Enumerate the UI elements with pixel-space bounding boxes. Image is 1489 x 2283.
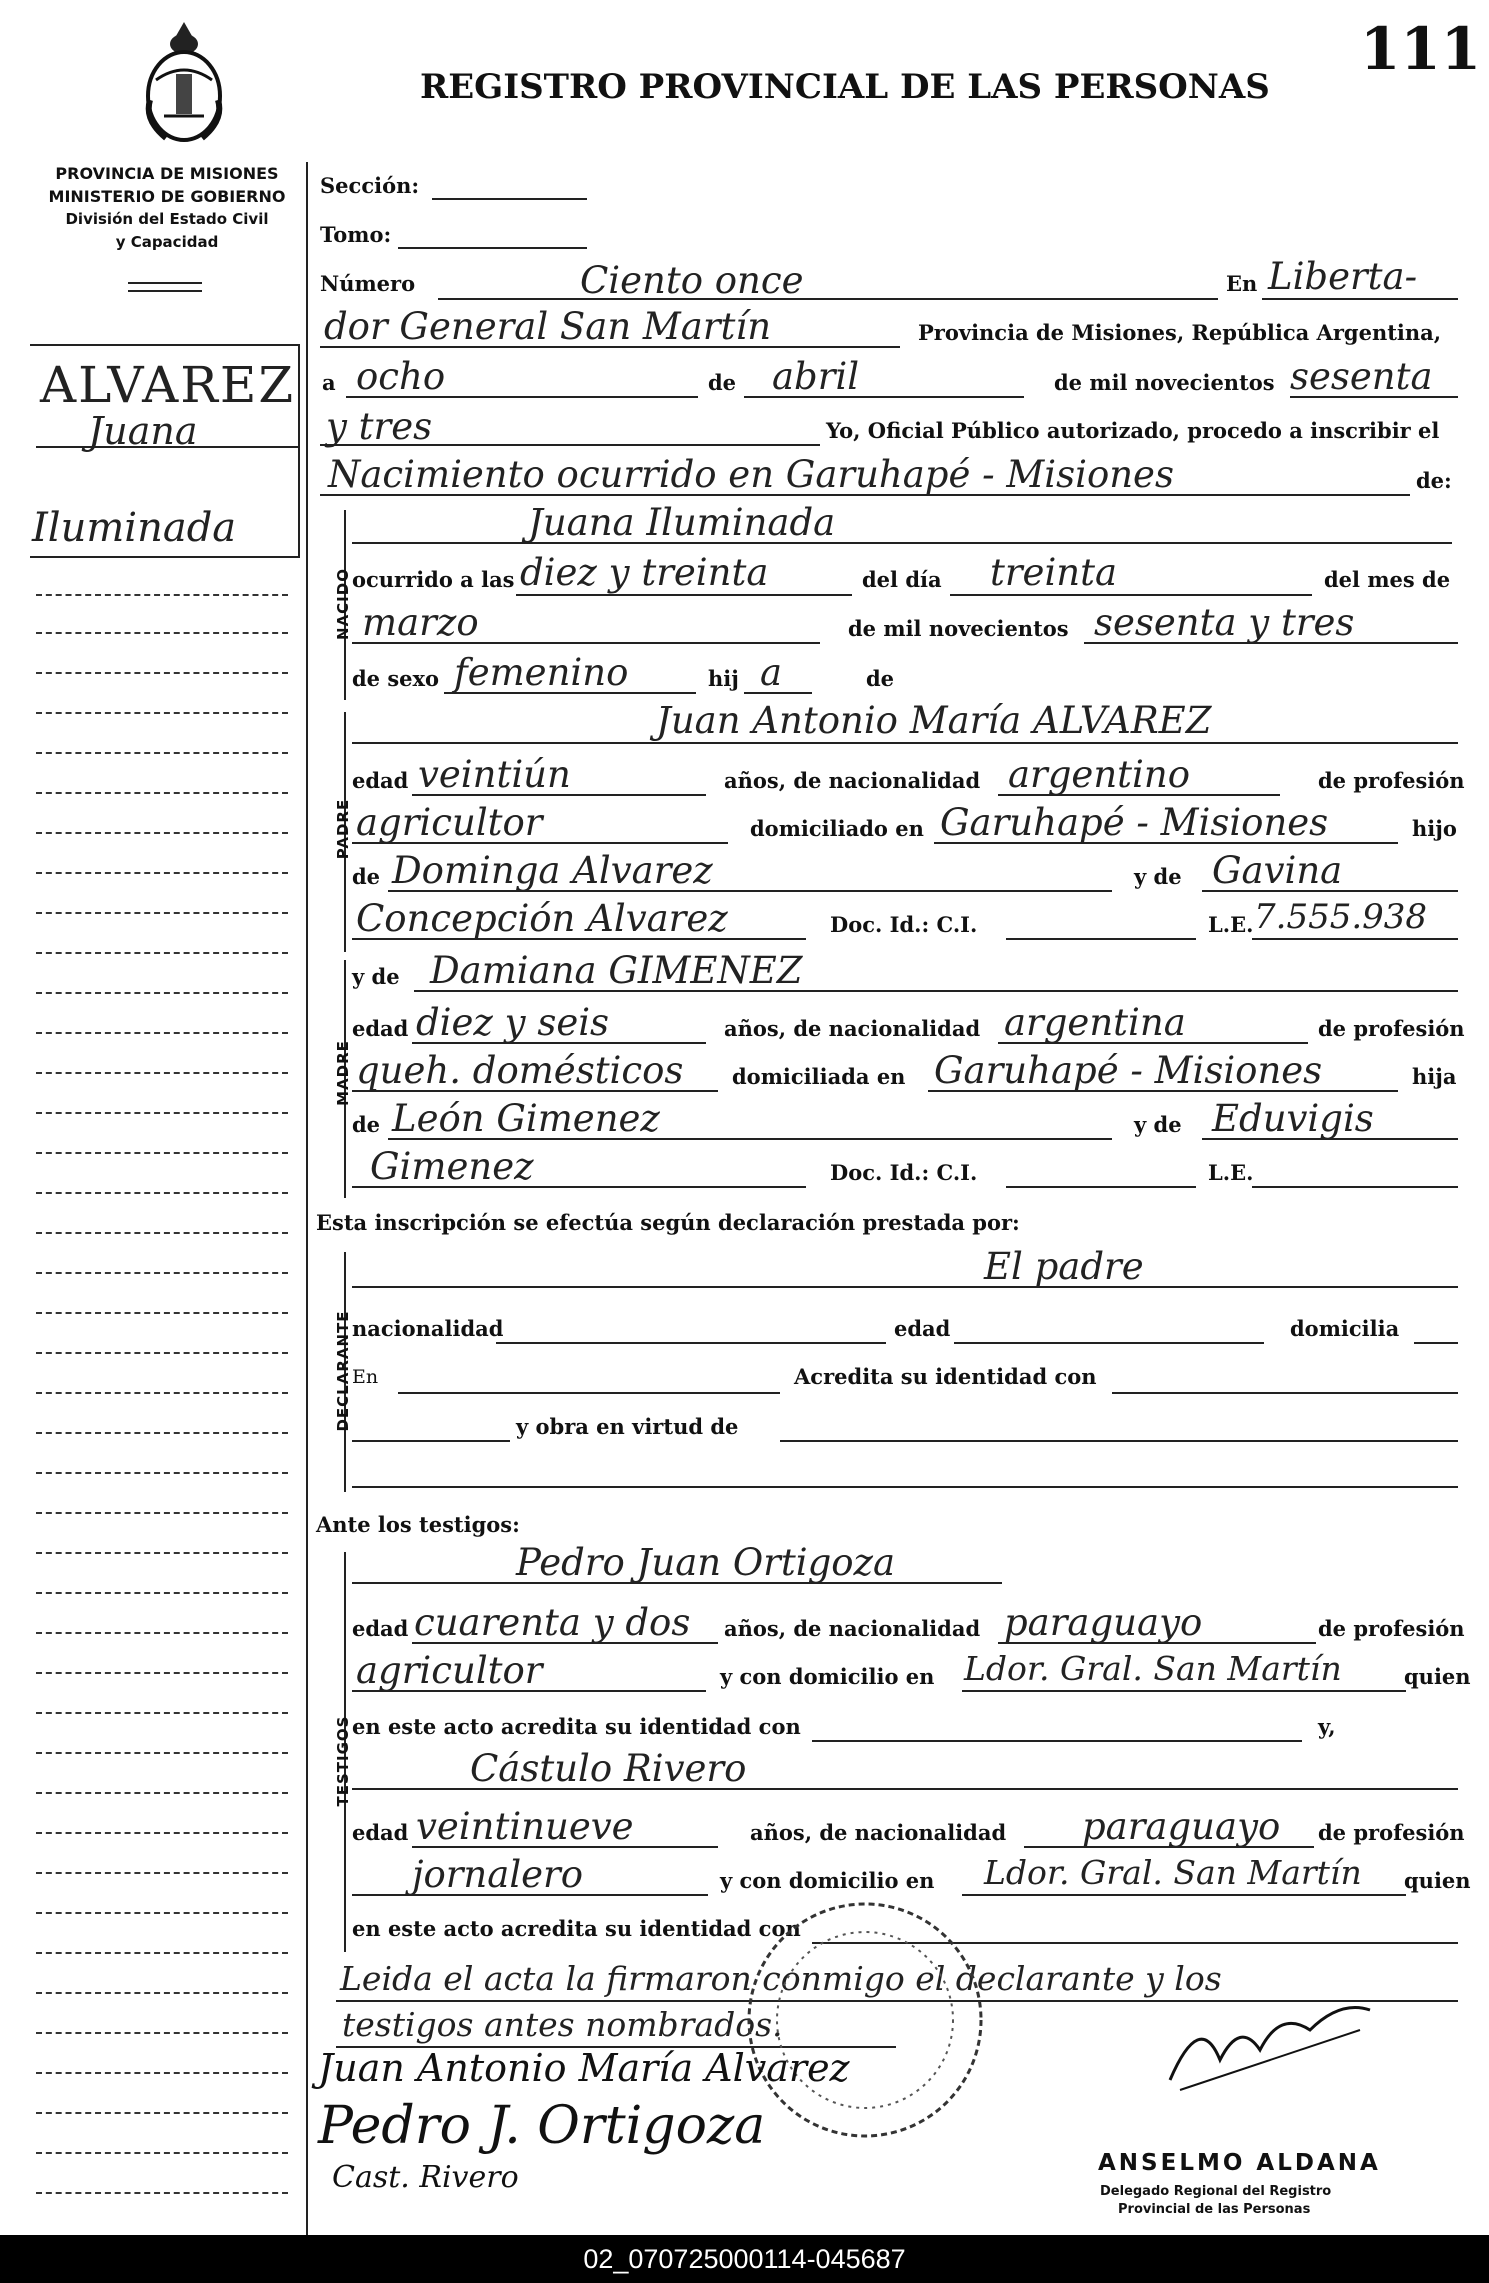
hij-suffix: a [760,651,783,694]
margin-line [36,1952,288,1954]
signature-witness-2: Cast. Rivero [332,2160,519,2195]
acta-value: Nacimiento ocurrido en Garuhapé - Misiones [328,453,1174,496]
margin-line [36,1712,288,1714]
t1-nombre: Pedro Juan Ortigoza [516,1541,896,1584]
en-label: En [1226,271,1258,296]
padre-padre-1: Gavina [1212,849,1343,892]
madre-le-line [1252,1186,1458,1188]
profesion-madre-label: de profesión [1318,1016,1465,1041]
org-line: MINISTERIO DE GOBIERNO [48,187,286,206]
dia-nac-line [950,594,1312,596]
margin-line [36,832,288,834]
padre-nombre: Juan Antonio María ALVAREZ [656,699,1212,742]
dia-nac-value: treinta [990,551,1118,594]
hija-label: hija [1412,1064,1457,1089]
margin-line [36,1672,288,1674]
margin-line [36,912,288,914]
t1-dom-line [962,1690,1406,1692]
domiciliado-label: domiciliado en [750,816,924,841]
ocurrido-label: ocurrido a las [352,567,515,592]
margin-line [36,1232,288,1234]
padre-label: PADRE [334,798,352,860]
margin-line [36,2072,288,2074]
cierre-text-2: testigos antes nombrados. [342,2005,783,2044]
margin-line [36,2112,288,2114]
t1-nac: paraguayo [1004,1601,1203,1644]
padre-edad: veintiún [418,753,571,796]
page-number: 111 [1360,15,1482,83]
t1-quien-label: quien [1404,1664,1471,1689]
margin-line [36,1352,288,1354]
padre-nac: argentino [1008,753,1190,796]
padre-nombre-line [352,742,1458,744]
margin-line [36,594,288,596]
t2-prof-label: de profesión [1318,1820,1465,1845]
decl-nac-line [496,1342,886,1344]
madre-label: MADRE [334,1040,352,1106]
y-de-label: y de [1134,864,1182,889]
margin-line [36,1472,288,1474]
declarante-value: El padre [984,1245,1144,1288]
hora-value: diez y treinta [520,551,769,594]
tomo-line [398,247,587,249]
numero-line [438,298,1218,300]
margin-line [36,792,288,794]
margin-line [36,1592,288,1594]
margin-line [36,752,288,754]
org-line: PROVINCIA DE MISIONES [55,164,279,183]
profesion-label: de profesión [1318,768,1465,793]
margin-line [36,632,288,634]
t2-edad: veintinueve [416,1805,634,1848]
nacido-nombre: Juana Iluminada [528,501,836,544]
org-underline [128,282,202,284]
t1-dom: Ldor. Gral. San Martín [964,1649,1342,1688]
margin-line [36,1512,288,1514]
dia-value: ocho [356,355,446,398]
padre-padre-2: Concepción Alvarez [356,897,728,940]
y-de-madre-2-label: y de [1134,1112,1182,1137]
official-seal [740,1890,990,2150]
margin-line [36,952,288,954]
t1-edad: cuarenta y dos [414,1601,691,1644]
numero-value: Ciento once [580,259,804,302]
margin-line [36,1792,288,1794]
acredita-label: Acredita su identidad con [794,1364,1097,1389]
del-mes-label: del mes de [1324,567,1451,592]
t2-dom-line [962,1894,1406,1896]
t1-edad-label: edad [352,1616,409,1641]
decl-obra-line-2 [780,1440,1458,1442]
madre-madre-2: Gimenez [370,1145,534,1188]
margin-line [36,1432,288,1434]
t2-acredita-label: en este acto acredita su identidad con [352,1916,801,1941]
official-signature [1160,1990,1380,2100]
main-vertical-rule [306,162,308,2247]
padre-prof: agricultor [356,801,543,844]
le-madre-label: L.E. [1208,1160,1254,1185]
decl-obra-line-1 [352,1440,510,1442]
margin-line [36,872,288,874]
t2-dom: Ldor. Gral. San Martín [984,1853,1362,1892]
a-label: a [322,370,336,395]
madre-nombre: Damiana GIMENEZ [430,949,803,992]
decl-extra-line [352,1486,1458,1488]
de-mil-nac-label: de mil novecientos [848,616,1069,641]
del-dia-label: del día [862,567,942,592]
madre-prof: queh. domésticos [356,1049,684,1092]
madre-madre-1: Eduvigis [1212,1097,1374,1140]
decl-edad-line [954,1342,1264,1344]
madre-ci-line [1006,1186,1196,1188]
official-title-2: Provincial de las Personas [1118,2202,1311,2217]
padre-dom: Garuhapé - Misiones [940,801,1329,844]
margin-line [36,1392,288,1394]
de-mil-label: de mil novecientos [1054,370,1275,395]
t2-nombre: Cástulo Rivero [470,1747,747,1790]
lugar-line [1262,298,1458,300]
de-abuela-label: de [352,864,381,889]
margin-line [36,672,288,674]
yo-oficial-label: Yo, Oficial Público autorizado, procedo a inscribir el [826,418,1440,443]
seccion-line [432,198,587,200]
decl-acredita-line [1112,1392,1458,1394]
domiciliada-label: domiciliada en [732,1064,906,1089]
margin-line [36,1112,288,1114]
declarante-line [352,1286,1458,1288]
padre-ci-line [1006,938,1196,940]
testigos-label: TESTIGOS [334,1715,352,1807]
cierre-text-1: Leida el acta la firmaron conmigo el declarante y los [340,1959,1222,1998]
t2-quien-label: quien [1404,1868,1471,1893]
signature-father: Juan Antonio María Alvarez [318,2046,850,2090]
de-label-2: de [866,666,895,691]
margin-line [36,1832,288,1834]
document-code: 02_070725000114-045687 [583,2244,906,2274]
org-line: y Capacidad [115,233,219,251]
margin-line [36,992,288,994]
anio-nac-value: sesenta y tres [1094,601,1355,644]
en-decl-label: En [352,1366,379,1388]
domicilia-label: domicilia [1290,1316,1400,1341]
margin-line [36,1072,288,1074]
hij-label: hij [708,666,739,691]
de-label: de [708,370,737,395]
testigos-heading: Ante los testigos: [316,1512,520,1537]
margin-line [36,2152,288,2154]
margin-line [36,1272,288,1274]
org-line: División del Estado Civil [65,210,269,228]
de-abuelo-label: de [352,1112,381,1137]
sexo-value: femenino [454,651,629,694]
margin-line [36,1992,288,1994]
margin-line [36,1312,288,1314]
margin-line [36,1192,288,1194]
margin-name2: Iluminada [32,505,237,551]
edad-label: edad [352,768,409,793]
nacionalidad-decl-label: nacionalidad [352,1316,504,1341]
t1-acredita-label: en este acto acredita su identidad con [352,1714,801,1739]
decl-dom-line [1414,1342,1458,1344]
edad-decl-label: edad [894,1316,951,1341]
padre-madre: Dominga Alvarez [392,849,713,892]
numero-label: Número [320,271,416,296]
madre-dom: Garuhapé - Misiones [934,1049,1323,1092]
mes-nac-value: marzo [362,601,479,644]
margin-surname: ALVAREZ [40,356,296,414]
tomo-label: Tomo: [320,222,392,247]
nacido-label: NACIDO [334,568,352,640]
de-colon-label: de: [1416,468,1452,493]
nacido-nombre-line [352,542,1452,544]
provincia-label: Provincia de Misiones, República Argentina, [918,320,1442,345]
official-name: ANSELMO ALDANA [1098,2150,1381,2176]
margin-line [36,1912,288,1914]
margin-line [36,2032,288,2034]
t1-nac-label: años, de nacionalidad [724,1616,981,1641]
margin-line [36,1752,288,1754]
t2-edad-label: edad [352,1820,409,1845]
y-de-madre-label: y de [352,964,400,989]
official-title-1: Delegado Regional del Registro [1100,2184,1332,2199]
declaracion-label: Esta inscripción se efectúa según declaración prestada por: [316,1210,1020,1235]
mes-value: abril [772,355,860,398]
decl-en-line [398,1392,780,1394]
t2-dom-label: y con domicilio en [720,1868,935,1893]
seccion-label: Sección: [320,173,420,198]
madre-nac: argentina [1004,1001,1186,1044]
margin-line [36,712,288,714]
t1-prof-label: de profesión [1318,1616,1465,1641]
lugar-value-2: dor General San Martín [324,305,772,348]
margin-line [36,1032,288,1034]
obra-label: y obra en virtud de [516,1414,739,1439]
coat-of-arms-emblem [136,20,232,148]
anio-value-1: sesenta [1290,355,1433,398]
edad-madre-label: edad [352,1016,409,1041]
margin-name1: Juana [88,409,198,453]
t1-prof: agricultor [356,1649,543,1692]
margin-line [36,2192,288,2194]
margin-line [36,1152,288,1154]
signature-witness-1: Pedro J. Ortigoza [318,2096,766,2156]
org-block [36,162,298,254]
nacionalidad-label: años, de nacionalidad [724,768,981,793]
nacionalidad-madre-label: años, de nacionalidad [724,1016,981,1041]
doc-id-madre-label: Doc. Id.: C.I. [830,1160,978,1185]
le-label: L.E. [1208,912,1254,937]
margin-line [36,1872,288,1874]
margin-line [36,1552,288,1554]
t1-dom-label: y con domicilio en [720,1664,935,1689]
t2-prof: jornalero [412,1853,584,1896]
t1-y-label: y, [1318,1714,1336,1739]
lugar-value-1: Liberta- [1268,255,1418,298]
document-title: REGISTRO PROVINCIAL DE LAS PERSONAS [420,67,1270,107]
madre-edad: diez y seis [416,1001,610,1044]
t1-acredita-line [812,1740,1302,1742]
margin-line [36,1632,288,1634]
doc-id-label: Doc. Id.: C.I. [830,912,978,937]
madre-padre: León Gimenez [392,1097,660,1140]
t2-nac: paraguayo [1082,1805,1281,1848]
footer-bar [0,2235,1489,2283]
hora-line [516,594,852,596]
sexo-label: de sexo [352,666,440,691]
hijo-label: hijo [1412,816,1457,841]
anio-value-2: y tres [326,405,433,448]
padre-le: 7.555.938 [1254,897,1428,937]
padre-le-line [1252,938,1458,940]
t2-nac-label: años, de nacionalidad [750,1820,1007,1845]
declarante-label: DECLARANTE [334,1310,352,1432]
org-underline [128,290,202,292]
